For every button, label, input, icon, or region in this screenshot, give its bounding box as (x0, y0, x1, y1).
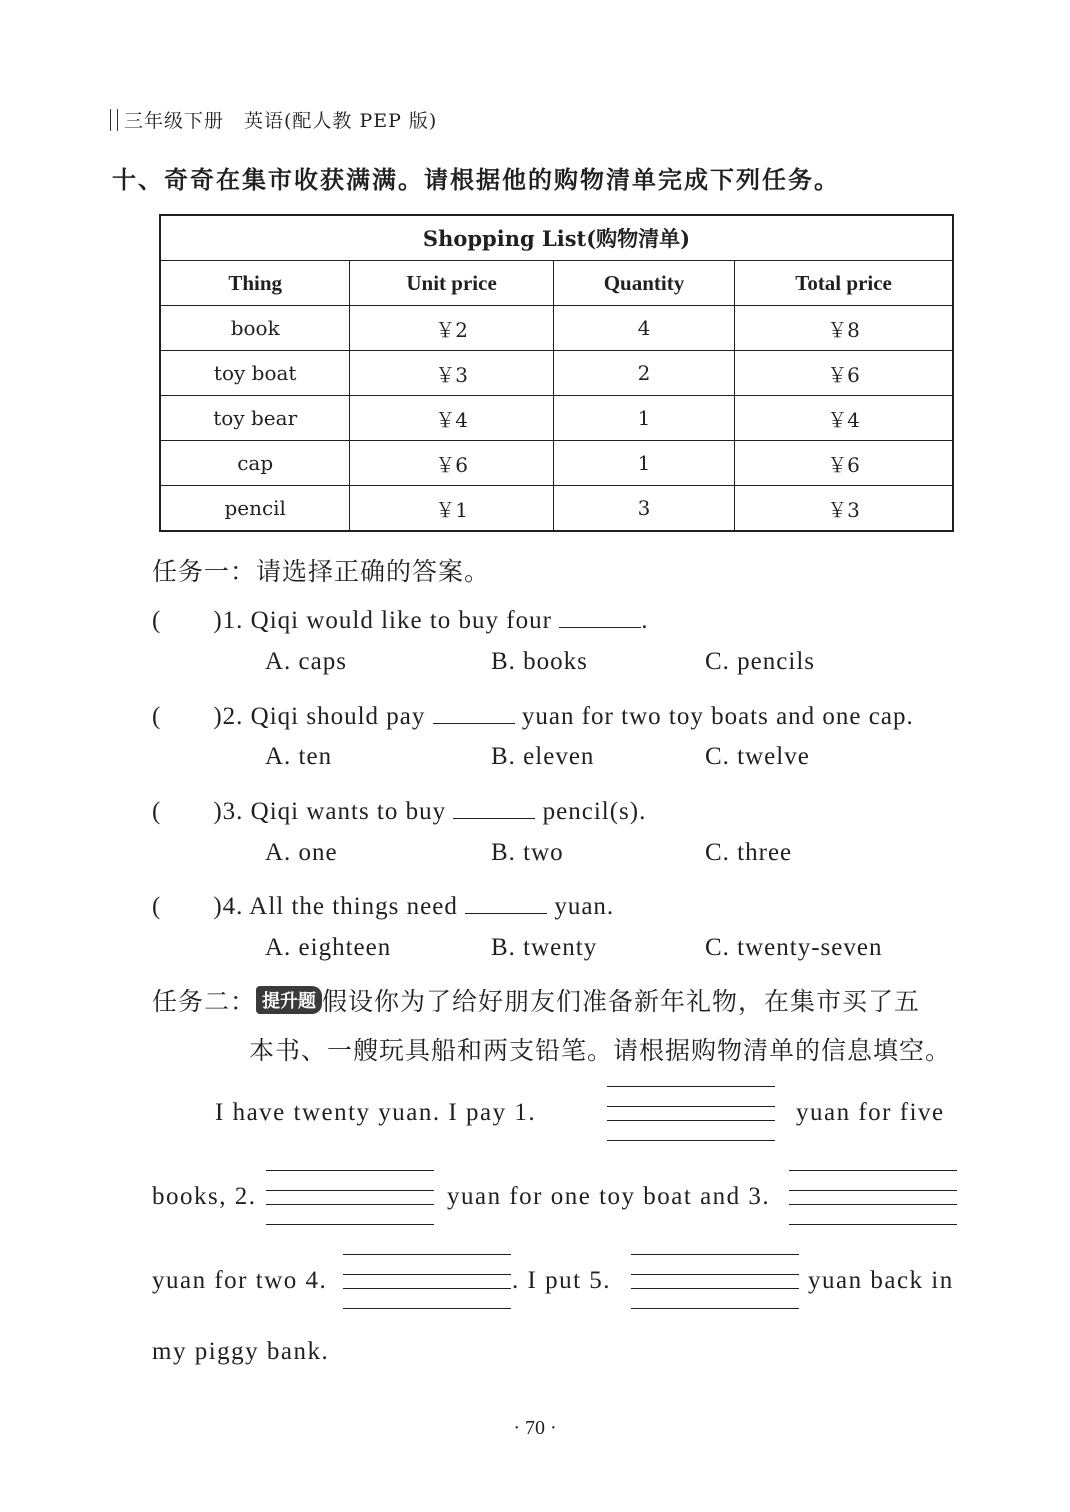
option-a[interactable]: A. caps (265, 648, 347, 675)
passage-text: yuan for one toy boat and 3. (447, 1183, 771, 1210)
question-3 (152, 791, 646, 827)
question-1 (152, 600, 648, 636)
question-text-after: . (641, 607, 649, 634)
option-a[interactable]: A. ten (265, 743, 333, 770)
running-header (110, 106, 437, 133)
table-cell: ￥6 (735, 441, 953, 486)
answer-paren[interactable]: ( ) (152, 607, 223, 634)
question-text: 4. All the things need (222, 893, 458, 920)
question-text: 1. Qiqi would like to buy four (222, 607, 552, 634)
column-header: Unit price (350, 261, 553, 306)
shopping-list-table (159, 214, 954, 532)
passage-text: yuan for five (796, 1099, 945, 1126)
table-cell: 2 (553, 351, 734, 396)
question-2 (152, 696, 914, 732)
passage-text: yuan for two 4. (152, 1267, 328, 1294)
header-text: 三年级下册 英语(配人教 PEP 版) (124, 110, 438, 132)
table-cell: ￥2 (350, 306, 553, 351)
option-b[interactable]: B. twenty (491, 934, 598, 961)
option-c[interactable]: C. three (705, 839, 793, 866)
column-header: Quantity (553, 261, 734, 306)
table-cell: 3 (553, 486, 734, 532)
option-c[interactable]: C. twenty-seven (705, 934, 883, 961)
fill-blank-5[interactable] (631, 1254, 799, 1308)
table-row (160, 306, 953, 351)
page-number: · 70 · (513, 1417, 557, 1439)
answer-blank[interactable] (465, 889, 547, 914)
column-header: Total price (735, 261, 953, 306)
table-cell: ￥4 (350, 396, 553, 441)
table-cell: toy bear (160, 396, 350, 441)
question-text: 3. Qiqi wants to buy (222, 798, 447, 825)
table-row (160, 351, 953, 396)
passage-text: books, 2. (152, 1183, 257, 1210)
table-cell: ￥8 (735, 306, 953, 351)
column-header: Thing (160, 261, 350, 306)
table-cell: 1 (553, 441, 734, 486)
table-header-row (160, 261, 953, 306)
table-caption-row (160, 215, 953, 261)
option-c[interactable]: C. pencils (705, 648, 815, 675)
answer-paren[interactable]: ( ) (152, 703, 223, 730)
table-cell: 4 (553, 306, 734, 351)
option-b[interactable]: B. two (491, 839, 564, 866)
question-text-after: pencil(s). (542, 798, 647, 825)
table-cell: toy boat (160, 351, 350, 396)
passage-text: yuan back in (808, 1267, 954, 1294)
fill-blank-3[interactable] (789, 1170, 957, 1224)
table-cell: ￥4 (735, 396, 953, 441)
table-cell: ￥1 (350, 486, 553, 532)
table-row (160, 441, 953, 486)
task2-prefix: 任务二： (152, 987, 257, 1016)
task2-instruction-1: 假设你为了给好朋友们准备新年礼物，在集市买了五 (322, 987, 921, 1016)
table-cell: 1 (553, 396, 734, 441)
task1-title: 任务一：请选择正确的答案。 (152, 557, 491, 586)
passage-text: I have twenty yuan. I pay 1. (215, 1099, 537, 1126)
header-bars-icon (110, 109, 118, 131)
table-caption: Shopping List(购物清单) (160, 215, 953, 261)
option-a[interactable]: A. eighteen (265, 934, 392, 961)
table-cell: ￥6 (735, 351, 953, 396)
option-a[interactable]: A. one (265, 839, 338, 866)
option-b[interactable]: B. eleven (491, 743, 595, 770)
option-c[interactable]: C. twelve (705, 743, 810, 770)
table-row (160, 486, 953, 532)
passage-text: my piggy bank. (152, 1338, 330, 1365)
advanced-badge: 提升题 (256, 986, 322, 1014)
question-4 (152, 886, 614, 922)
table-cell: book (160, 306, 350, 351)
answer-blank[interactable] (453, 794, 535, 819)
answer-paren[interactable]: ( ) (152, 893, 223, 920)
task2-title (152, 982, 920, 1018)
option-b[interactable]: B. books (491, 648, 588, 675)
table-cell: pencil (160, 486, 350, 532)
question-text: 2. Qiqi should pay (222, 703, 426, 730)
question-text-after: yuan. (554, 893, 615, 920)
table-cell: ￥3 (350, 351, 553, 396)
table-cell: cap (160, 441, 350, 486)
fill-blank-2[interactable] (266, 1170, 434, 1224)
section-title: 十、奇奇在集市收获满满。请根据他的购物清单完成下列任务。 (112, 166, 840, 194)
task2-instruction-2: 本书、一艘玩具船和两支铅笔。请根据购物清单的信息填空。 (249, 1036, 952, 1065)
question-text-after: yuan for two toy boats and one cap. (521, 703, 914, 730)
answer-blank[interactable] (433, 699, 515, 724)
fill-blank-1[interactable] (607, 1086, 775, 1140)
table-cell: ￥3 (735, 486, 953, 532)
table-row (160, 396, 953, 441)
passage-text: . I put 5. (512, 1267, 612, 1294)
table-cell: ￥6 (350, 441, 553, 486)
fill-blank-4[interactable] (343, 1254, 511, 1308)
answer-blank[interactable] (559, 603, 641, 628)
answer-paren[interactable]: ( ) (152, 798, 223, 825)
